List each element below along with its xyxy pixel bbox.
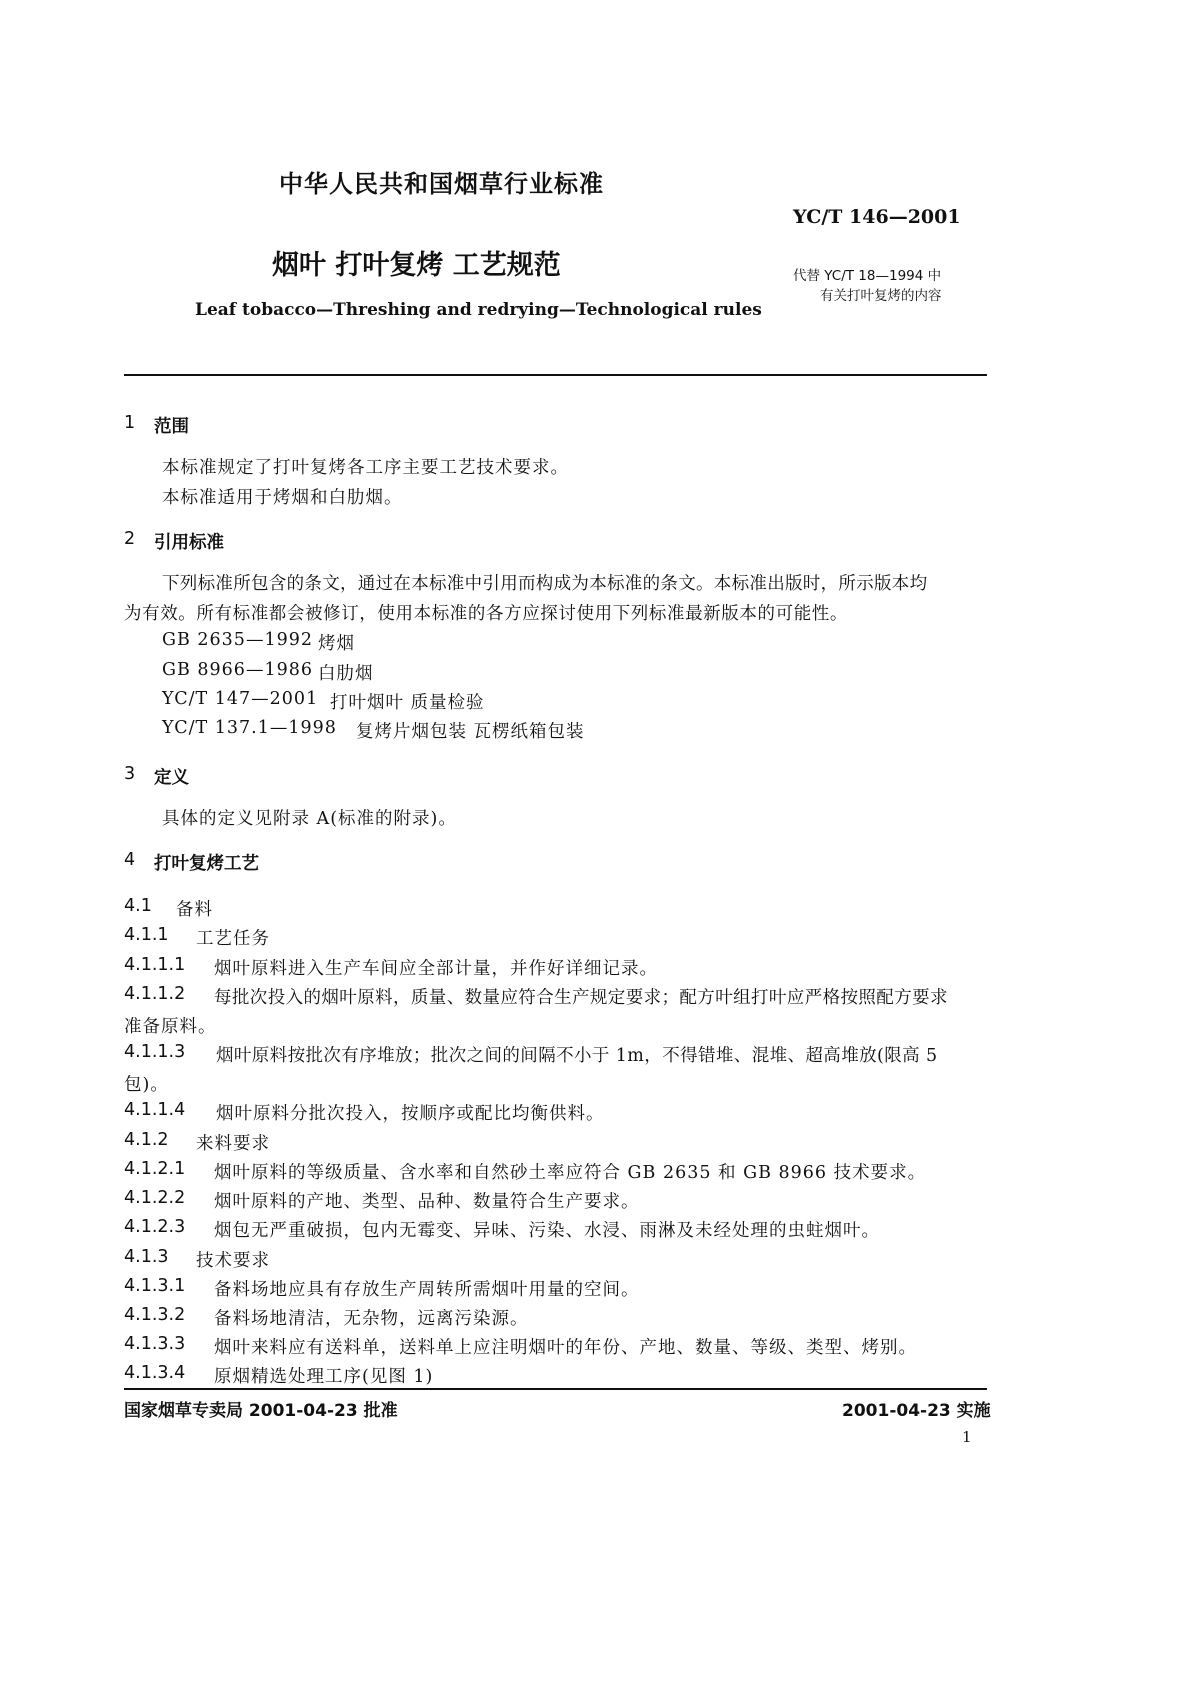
header-divider (124, 374, 987, 376)
clause-number: 4.1.3.2 (124, 1305, 186, 1325)
page-number: 1 (962, 1428, 972, 1446)
clause-text: 烟叶原料按批次有序堆放；批次之间的间隔不小于 1m，不得错堆、混堆、超高堆放(限高 5 (216, 1046, 938, 1066)
org-title: 中华人民共和国烟草行业标准 (279, 170, 604, 198)
clause-number: 4.1.1.2 (124, 984, 186, 1004)
section-title: 打叶复烤工艺 (154, 854, 259, 874)
clause-text: 烟包无严重破损，包内无霉变、异味、污染、水浸、雨淋及未经处理的虫蛀烟叶。 (214, 1221, 880, 1241)
clause-text: 烟叶原料进入生产车间应全部计量，并作好详细记录。 (214, 959, 658, 979)
clause-number: 4.1.3.1 (124, 1276, 186, 1296)
clause-text-continued: 准备原料。 (124, 1017, 217, 1037)
document-title: 烟叶 打叶复烤 工艺规范 (272, 250, 561, 281)
clause-number: 4.1.2.2 (124, 1188, 186, 1208)
clause-number: 4.1.2.3 (124, 1217, 186, 1237)
clause-title: 工艺任务 (196, 929, 270, 949)
reference-name: 复烤片烟包装 瓦楞纸箱包装 (356, 722, 585, 742)
clause-number: 4.1 (124, 896, 152, 916)
clause-text: 备料场地应具有存放生产周转所需烟叶用量的空间。 (214, 1280, 640, 1300)
clause-number: 4.1.1 (124, 925, 169, 945)
section-number: 4 (124, 850, 136, 870)
footer-divider (124, 1388, 987, 1390)
clause-title: 技术要求 (196, 1251, 270, 1271)
section-title: 定义 (154, 768, 189, 788)
clause-text: 原烟精选处理工序(见图 1) (214, 1367, 434, 1387)
reference-code: YC/T 147—2001 (162, 689, 319, 709)
clause-text: 烟叶原料的产地、类型、品种、数量符合生产要求。 (214, 1192, 640, 1212)
paragraph: 下列标准所包含的条文，通过在本标准中引用而构成为本标准的条文。本标准出版时，所示版本均 (162, 574, 928, 594)
section-number: 2 (124, 529, 136, 549)
paragraph: 为有效。所有标准都会被修订，使用本标准的各方应探讨使用下列标准最新版本的可能性。 (124, 604, 848, 624)
clause-number: 4.1.3.3 (124, 1334, 186, 1354)
implementation-date: 2001-04-23 实施 (842, 1401, 991, 1421)
section-title: 引用标准 (154, 533, 224, 553)
reference-code: GB 8966—1986 (162, 660, 313, 680)
reference-code: GB 2635—1992 (162, 630, 313, 650)
section-number: 1 (124, 413, 136, 433)
clause-text: 烟叶原料的等级质量、含水率和自然砂土率应符合 GB 2635 和 GB 8966 技术要求。 (214, 1163, 927, 1183)
clause-text: 烟叶来料应有送料单，送料单上应注明烟叶的年份、产地、数量、等级、类型、烤别。 (214, 1338, 917, 1358)
clause-number: 4.1.1.4 (124, 1100, 186, 1120)
clause-text: 烟叶原料分批次投入，按顺序或配比均衡供料。 (216, 1104, 605, 1124)
english-title: Leaf tobacco—Threshing and redrying—Technological rules (195, 300, 762, 320)
clause-text-continued: 包)。 (124, 1075, 169, 1095)
clause-number: 4.1.3.4 (124, 1363, 186, 1383)
approval-statement: 国家烟草专卖局 2001-04-23 批准 (124, 1401, 398, 1421)
paragraph: 本标准适用于烤烟和白肋烟。 (162, 488, 403, 508)
clause-number: 4.1.1.1 (124, 955, 186, 975)
clause-number: 4.1.1.3 (124, 1042, 186, 1062)
reference-name: 白肋烟 (318, 664, 374, 684)
clause-number: 4.1.2.1 (124, 1159, 186, 1179)
replaces-line-2: 有关打叶复烤的内容 (820, 288, 942, 304)
reference-name: 打叶烟叶 质量检验 (330, 693, 485, 713)
clause-text: 备料场地清洁，无杂物，远离污染源。 (214, 1309, 529, 1329)
reference-code: YC/T 137.1—1998 (162, 718, 337, 738)
paragraph: 具体的定义见附录 A(标准的附录)。 (162, 809, 457, 829)
clause-number: 4.1.2 (124, 1130, 169, 1150)
reference-name: 烤烟 (318, 634, 355, 654)
standard-number: YC/T 146—2001 (793, 206, 961, 228)
replaces-line-1: 代替 YC/T 18—1994 中 (793, 268, 942, 284)
section-number: 3 (124, 764, 136, 784)
clause-title: 来料要求 (196, 1134, 270, 1154)
clause-title: 备料 (176, 900, 213, 920)
clause-text: 每批次投入的烟叶原料，质量、数量应符合生产规定要求；配方叶组打叶应严格按照配方要求 (214, 988, 948, 1008)
paragraph: 本标准规定了打叶复烤各工序主要工艺技术要求。 (162, 458, 569, 478)
clause-number: 4.1.3 (124, 1247, 169, 1267)
section-title: 范围 (154, 417, 189, 437)
